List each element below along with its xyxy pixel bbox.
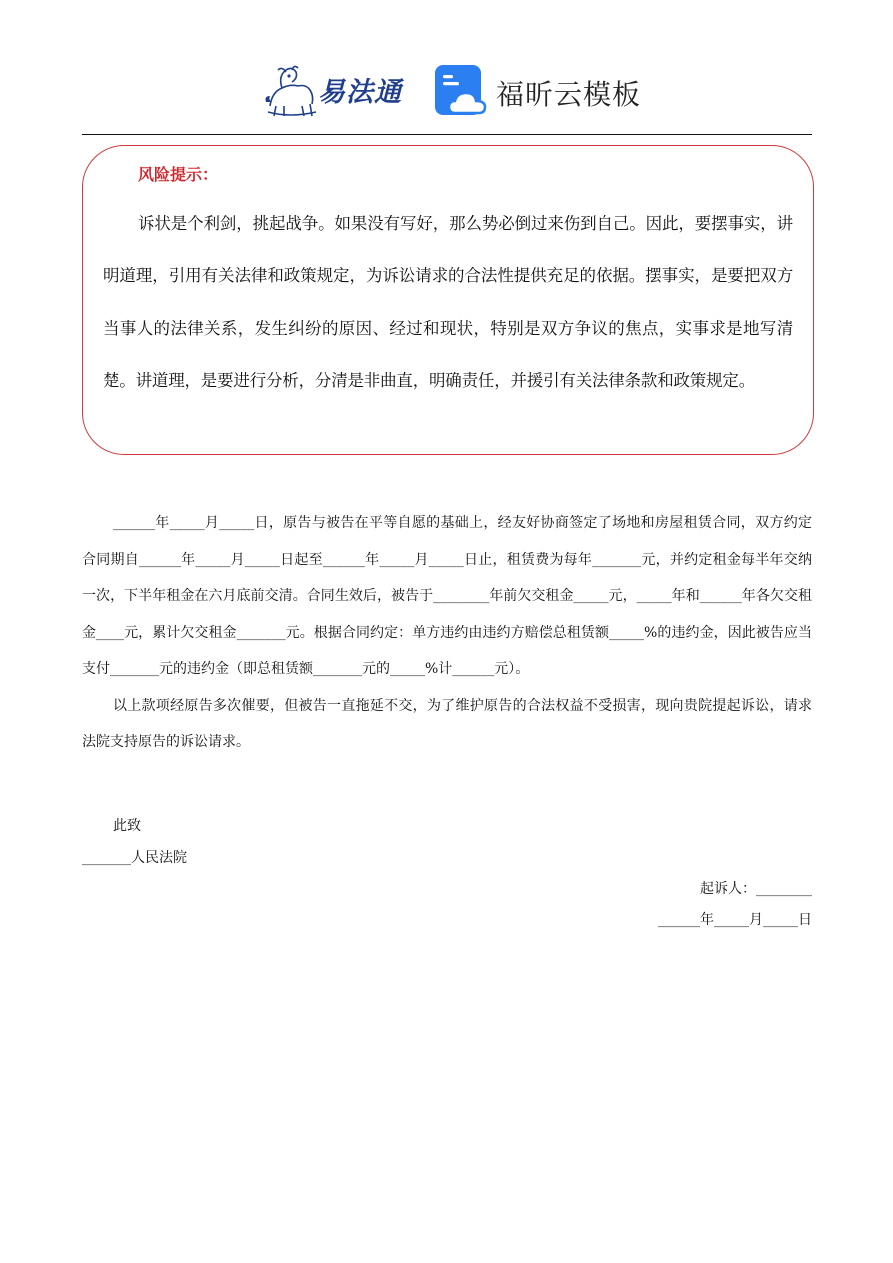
complaint-body [82,505,812,761]
paragraph-request: 以上款项经原告多次催要，但被告一直拖延不交，为了维护原告的合法权益不受损害，现向贵院提起诉讼，请求法院支持原告的诉讼请求。 [82,697,812,750]
page-header [0,60,893,122]
paragraph-facts: ______年_____月_____日，原告与被告在平等自愿的基础上，经友好协商签定了场地和房屋租赁合同，双方约定合同期自______年_____月_____日起至______年_____月_____日止，租赁费为每年_______元，并约定租金每半年交纳一次，下半年租金在六月底前交清。合同生效后，被告于________年前欠交租金_____元，_____年和______年各欠交租金____元，累计欠交租金_______元。根据合同约定：单方违约由违约方赔偿总租赁额_____%的违约金，因此被告应当支付_______元的违约金（即总租赁额_______元的_____%计______元）。 [82,515,812,677]
closing-court: _______人民法院 [82,850,187,866]
header-divider [82,134,812,135]
logo-text-fuxinyun: 福昕云模板 [496,78,642,111]
risk-notice-title: 风险提示： [138,165,219,184]
risk-notice-body: 诉状是个利剑，挑起战争。如果没有写好，那么势必倒过来伤到自己。因此，要摆事实，讲明道理，引用有关法律和政策规定，为诉讼请求的合法性提供充足的依据。摆事实，是要把双方当事人的法律关系，发生纠纷的原因、经过和现状，特别是双方争议的焦点，实事求是地写清楚。讲道理，是要进行分析，分清是非曲直，明确责任，并援引有关法律条款和政策规定。 [103,214,793,391]
closing-salute: 此致 [113,818,141,834]
signature-date: ______年_____月_____日 [658,912,812,928]
cloud-template-icon [435,65,487,117]
plaintiff-signature: 起诉人：________ [700,881,812,897]
logo-text-yifatong: 易法通 [318,77,402,108]
